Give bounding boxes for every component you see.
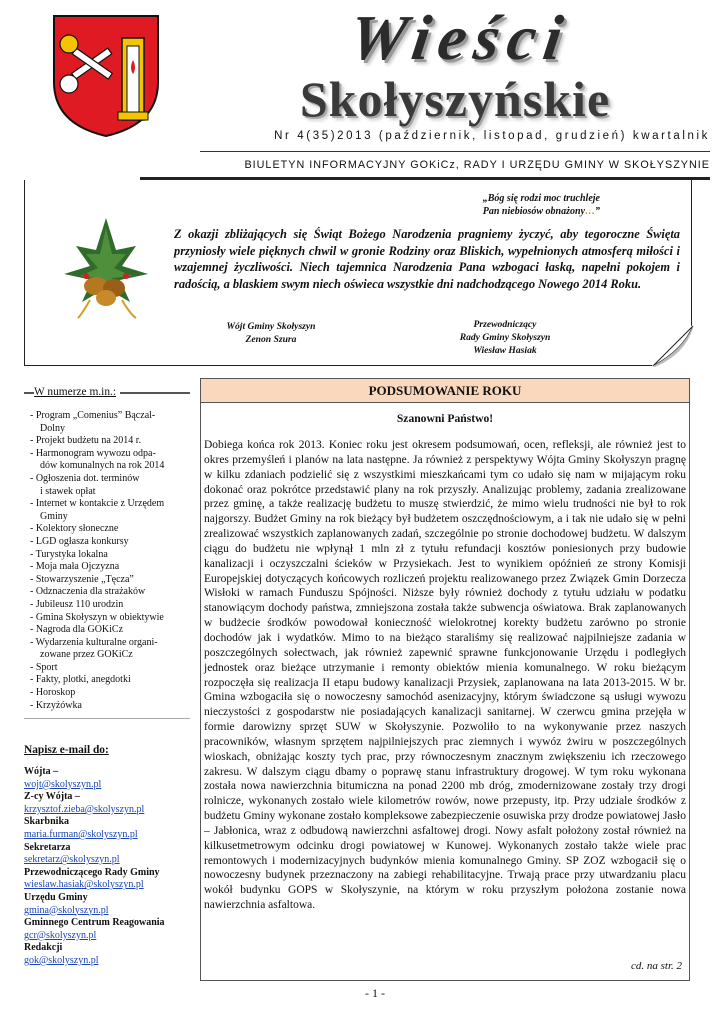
contact-role: Przewodniczącego Rady Gminy <box>24 866 160 878</box>
signature-chair-role: Przewodniczący <box>473 319 537 330</box>
signature-chair-council: Rady Gminy Skołyszyn <box>459 332 551 343</box>
contact-role: Skarbnika <box>24 816 70 828</box>
contact-role: Z-cy Wójta – <box>24 791 80 803</box>
issue-line: Nr 4(35)2013 (październik, listopad, grudzień) kwartalnik <box>274 130 710 142</box>
toc-item: - Stowarzyszenie „Tęcza” <box>30 573 134 585</box>
toc-item: - LGD ogłasza konkursy <box>30 535 129 547</box>
coat-of-arms-logo <box>26 12 186 140</box>
section-title: PODSUMOWANIE ROKU <box>200 378 690 403</box>
christmas-carol-quote <box>400 192 600 218</box>
contact-role: Urzędu Gminy <box>24 891 88 903</box>
toc-item: - Program „Comenius” Bączal- <box>30 410 156 421</box>
contact-email-link[interactable]: krzysztof.zieba@skolyszyn.pl <box>24 803 145 815</box>
toc-item: - Harmonogram wywozu odpa- <box>30 447 156 459</box>
contact-email-link[interactable]: wieslaw.hasiak@skolyszyn.pl <box>24 879 144 891</box>
contact-role: Redakcji <box>24 942 63 954</box>
article-salutation: Szanowni Państwo! <box>396 412 494 425</box>
page-number: - 1 - <box>365 986 385 1000</box>
contact-email-link[interactable]: gcr@skolyszyn.pl <box>24 929 97 941</box>
email-contacts <box>24 766 194 968</box>
contact-email-link[interactable]: gmina@skolyszyn.pl <box>24 904 109 916</box>
toc-item: Dolny <box>40 422 65 434</box>
masthead-subtitle: Skołyszyńskie <box>299 71 611 127</box>
toc-item: Gminy <box>40 510 68 522</box>
toc-item: dów komunalnych na rok 2014 <box>40 460 165 472</box>
toc-item: - Nagroda dla GOKiCz <box>30 624 124 636</box>
toc-item: - Ogłoszenia dot. terminów <box>30 472 140 484</box>
toc-item: - Moja mała Ojczyzna <box>30 561 120 573</box>
email-contacts-heading: Napisz e-mail do: <box>24 744 109 756</box>
header-divider <box>200 151 710 152</box>
header-divider-thick <box>140 177 710 180</box>
quote-line-2: Pan niebiosów obnażony…” <box>482 206 600 217</box>
contact-email-link[interactable]: wojt@skolyszyn.pl <box>24 778 102 790</box>
toc-item: - Krzyżówka <box>30 699 82 711</box>
contact-email-link[interactable]: gok@skolyszyn.pl <box>24 954 99 966</box>
christmas-wishes-text: Z okazji zbliżających się Świąt Bożego Narodzenia pragniemy życzyć, aby tegoroczne Święta przyniosły wiele pięknych chwil w gronie Rodziny oraz Bliskich, wypełnionych atmosferą miłości i wzajemnej życzliwości. Niech tajemnica Narodzenia Pana wzbogaci łaską, napełni pokojem i radością, a blaskiem swym niech oświeca wszystkie dni nadchodzącego Nowego 2014 Roku. <box>174 227 680 291</box>
contact-role: Gminnego Centrum Reagowania <box>24 917 165 929</box>
toc-item: - Wydarzenia kulturalne organi- <box>30 636 158 648</box>
toc-item: - Horoskop <box>30 687 76 699</box>
signature-mayor <box>196 320 346 346</box>
contact-email-link[interactable]: maria.furman@skolyszyn.pl <box>24 828 138 840</box>
toc-item: - Projekt budżetu na 2014 r. <box>30 435 142 447</box>
toc-item: - Fakty, plotki, anegdotki <box>30 674 131 686</box>
quote-line-1: „Bóg się rodzi moc truchleje <box>482 193 600 204</box>
toc-item: i stawek opłat <box>40 485 96 497</box>
toc-item: - Jubileusz 110 urodzin <box>30 598 124 610</box>
christmas-wreath-icon <box>56 210 156 322</box>
table-of-contents <box>30 410 182 712</box>
signature-mayor-name: Zenon Szura <box>245 334 297 345</box>
contact-role: Sekretarza <box>24 841 71 853</box>
contact-role: Wójta – <box>24 766 59 777</box>
toc-item: - Gmina Skołyszyn w obiektywie <box>30 611 164 623</box>
toc-item: - Sport <box>30 661 58 673</box>
article-body: Dobiega końca rok 2013. Koniec roku jest okresem podsumowań, ocen, refleksji, ale również jest to okres przemyśleń i planów na lata następne. Ja również z perspektywy Wójta Gminy Skołyszyn pragnę w kilku zdaniach podzielić się z wszystkimi mieszkańcami tym co udało się nam w mijającym roku dokonać oraz pokrótce przedstawić plany na rok przyszły. Analizując problemy, zadania zrealizowane przez gminę, a także realizację budżetu to muszę stwierdzić, że mimo wielu trudności nie był to rok najgorszy. Budżet Gminy na rok bieżący był budżetem oszczędnościowym, a i tak nie udało się w pełni zrealizować wszystkich zaplanowanych zadań, szczególnie po stronie dochodowej budżetu. W dalszym ciągu do budżetu nie wpłynął 1 mln zł z tytułu refundacji kosztów poniesionych przy budowie kanalizacji i oczyszczalni ścieków w Przysiekach. Jest to wynikiem opóźnień ze strony Komisji Europejskiej dotyczących końcowych rozliczeń projektu realizowanego przez Związek Gmin Dorzecza Wisłoki w ramach Funduszu Spójności. Niższe były również dochody z tytułu udziału w podatku stanowiącym dochody państwa, zmniejszona została także subwencja oświatowa. Brak zaplanowanych w budżecie środków powodował konieczność wielokrotnej korekty budżetu zarówno po stronie dochodów jak i wydatków. Mimo to na bieżąco staraliśmy się realizować najpilniejsze zadania w poszczególnych sołectwach, jak również zapewnić sprawne funkcjonowanie Urzędu i podległych jednostek oraz bieżące utrzymanie i remonty obiektów mienia komunalnego. W roku bieżącym rozpoczęła się realizacja II etapu budowy kanalizacji Przysiek, zaplanowana na lata 2013-2015. W br. Gmina wzbogaciła się o nowoczesny samochód asenizacyjny, którym świadczone są usługi wywozu nieczystości z gospodarstw nie posiadających kanalizacji sanitarnej. W czerwcu gmina przejęła w formie darowizny sprzęt SUW w Skołyszynie. Pozwoliło to na wykonywanie przez naszych pracowników, własnym sprzętem najpilniejszych prac ziemnych i wywóz żwiru w poszczególnych wioskach, obniżając koszty tych prac, przy równoczesnym znacznym zwiększeniu ich rzeczowego zakresu. W dalszym ciągu dbamy o poprawę stanu infrastruktury drogowej. W tym roku wykonana została nowa nawierzchnia bitumiczna na ponad 2200 mb dróg, zmodernizowane zostały trzy drogi rolnicze, wykonanych zostało wiele kilometrów rowów, nowe przepusty, itp. Przy udziale środków z budżetu Gminy wykonane zostało kompleksowe zabezpieczenie osuwiska przy drodze powiatowej Jasło – Jabłonica, wraz z odbudową nawierzchni asfaltowej drogi. Nowy asfalt położony został również na kilkusetmetrowym odcinku drogi powiatowej w Kunowej. Wykonanych zostało także wiele prac remontowych i modernizacyjnych budynków mienia komunalnego Gminy. SP ZOZ wzbogacił się o nowoczesny budynek przeznaczony na zabiegi rehabilitacyjne. Trwają prace przy utwardzaniu placu wokół budynku GOPS w Skołyszynie, na którym w roku przyszłym położona zostanie nowa nawierzchnia asfaltowa. <box>204 439 686 912</box>
toc-item: - Kolektory słoneczne <box>30 523 119 535</box>
toc-item: - Odznaczenia dla strażaków <box>30 586 146 598</box>
signature-chair-name: Wiesław Hasiak <box>473 345 537 356</box>
masthead-title: Wieści <box>345 2 575 73</box>
toc-item: zowane przez GOKiCz <box>40 649 133 661</box>
bulletin-line: BIULETYN INFORMACYJNY GOKiCz, RADY I URZĘDU GMINY W SKOŁYSZYNIE <box>244 159 710 171</box>
toc-item: - Turystyka lokalna <box>30 548 108 560</box>
table-of-contents-heading: W numerze m.in.: <box>34 386 120 398</box>
sidebar-divider <box>24 718 190 719</box>
toc-item: - Internet w kontakcie z Urzędem <box>30 498 165 510</box>
contact-email-link[interactable]: sekretarz@skolyszyn.pl <box>24 854 120 866</box>
signature-mayor-title: Wójt Gminy Skołyszyn <box>226 321 316 332</box>
signature-council-chair <box>420 318 590 357</box>
page-curl-icon <box>653 324 697 368</box>
continued-note: cd. na str. 2 <box>630 960 682 972</box>
